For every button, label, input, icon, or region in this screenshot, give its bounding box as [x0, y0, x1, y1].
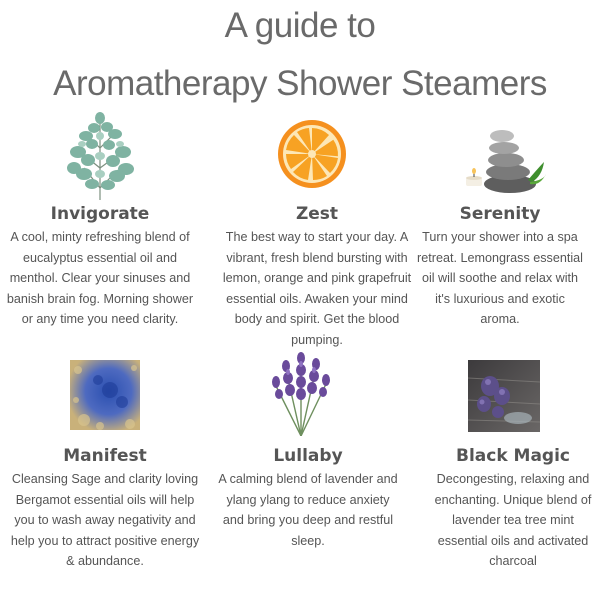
card-description: A calming blend of lavender and ylang ylang to reduce anxiety and bring you deep and restful sleep. — [218, 472, 398, 548]
page-title-line-1: A guide to — [224, 6, 376, 45]
card-description: The best way to start your day. A vibrant, fresh blend bursting with lemon, orange and pink grapefruit essential oils. Awaken your mind body and spirit. Get the blood pumping. — [222, 230, 412, 347]
card-invigorate — [0, 203, 200, 330]
card-title: Invigorate — [50, 204, 150, 224]
card-lullaby — [217, 445, 399, 551]
blue-gold-texture-image — [70, 360, 140, 430]
card-zest — [217, 203, 417, 350]
orange-slice-image — [276, 118, 348, 190]
card-description: Turn your shower into a spa retreat. Lemongrass essential oil will soothe and relax with it's luxurious and exotic aroma. — [417, 230, 583, 326]
card-description: A cool, minty refreshing blend of eucalyptus essential oil and menthol. Clear your sinuses and banish brain fog. Morning shower or any time you need clarity. — [6, 230, 194, 326]
card-manifest — [10, 445, 200, 572]
lavender-image — [266, 350, 336, 436]
card-title: Serenity — [459, 204, 541, 224]
spa-stones-image — [462, 122, 546, 194]
card-black-magic — [428, 445, 598, 572]
card-title: Lullaby — [273, 446, 343, 466]
card-description: Cleansing Sage and clarity loving Bergamot essential oils will help you to wash away negativity and help you to attract positive energy & abundance. — [10, 472, 200, 568]
dark-lavender-image — [468, 360, 540, 432]
page-title-line-2: Aromatherapy Shower Steamers — [53, 64, 547, 103]
card-title: Zest — [295, 204, 339, 224]
card-description: Decongesting, relaxing and enchanting. Unique blend of lavender tea tree mint essential oils and activated charcoal — [434, 472, 592, 568]
eucalyptus-image — [62, 108, 138, 200]
card-title: Black Magic — [455, 446, 571, 466]
card-serenity — [416, 203, 584, 330]
card-title: Manifest — [63, 446, 147, 466]
